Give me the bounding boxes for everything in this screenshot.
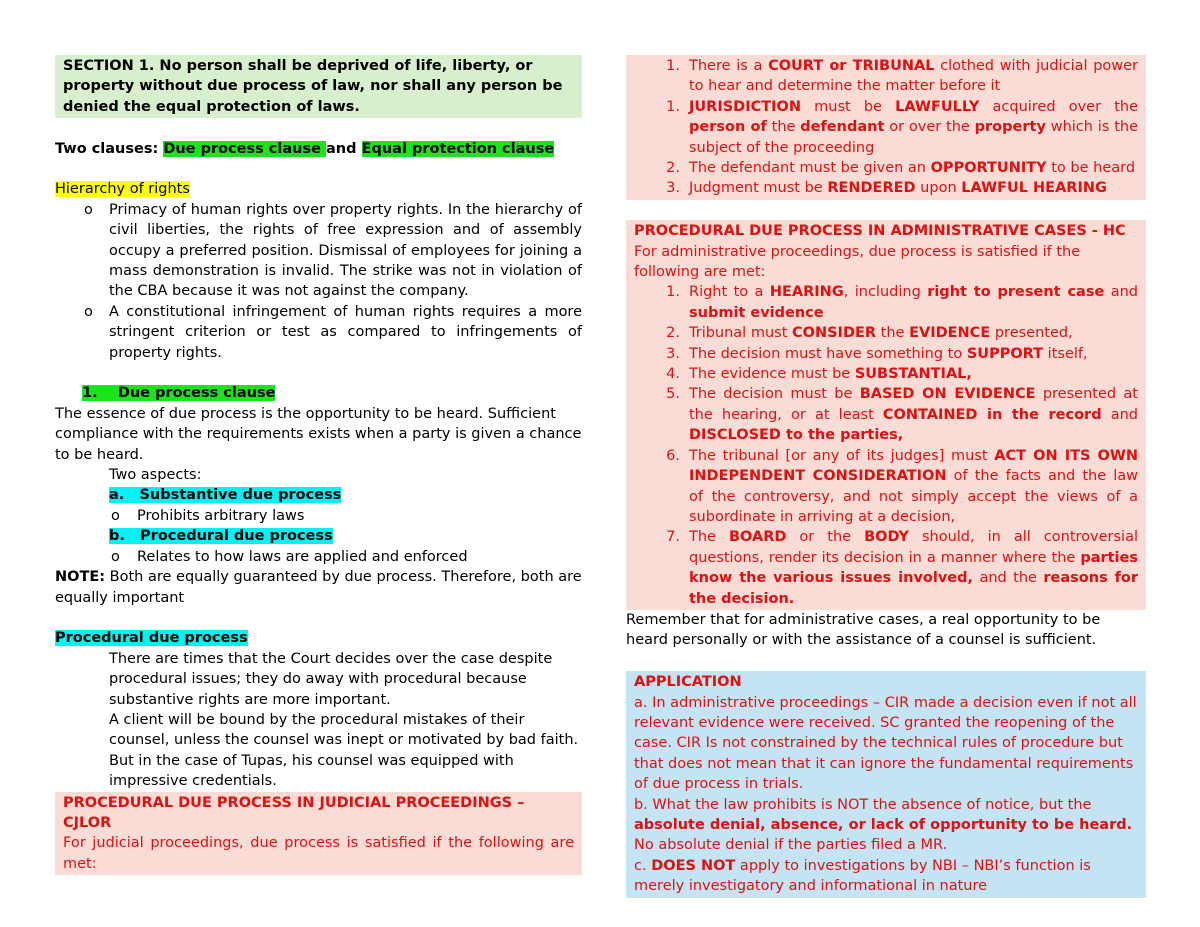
text-run: Judgment must be <box>689 180 828 197</box>
bold-text: ACT ON ITS OWN INDEPENDENT CONSIDERATION <box>689 447 1139 485</box>
text-run: The defendant must be given an <box>689 160 931 177</box>
aspect-a-number: a. <box>109 487 125 504</box>
bold-text: reasons for the decision. <box>689 570 1138 607</box>
aspect-a-highlight <box>109 487 341 503</box>
bold-text: COURT or TRIBUNAL <box>768 58 935 74</box>
hierarchy-item-text: Primacy of human rights over property rights. In the hierarchy of civil liberties, the rights of free expression and of assembly occupy a preferred position. Dismissal of employees for joining a mass demonstration is invalid. The strike was not in violation of the CBA because it was not against the company. <box>109 201 582 300</box>
procedural-heading-text: Procedural due process <box>55 630 248 647</box>
text-run: and <box>1104 284 1138 301</box>
bold-text: SUPPORT <box>966 345 1044 362</box>
list-item-text <box>689 180 1107 196</box>
due-process-heading <box>55 383 582 403</box>
admin-box-title: PROCEDURAL DUE PROCESS IN ADMINISTRATIVE CASES - HC <box>634 223 1126 240</box>
text-run: The evidence must be <box>689 366 855 383</box>
procedural-paragraph-2: A client will be bound by the procedural mistakes of their counsel, unless the counsel was inept or motivated by bad faith. But in the case of Tupas, his counsel was equipped with impressive credentials. <box>109 711 579 790</box>
aspect-b-highlight <box>109 528 333 544</box>
list-item-text <box>689 448 1138 525</box>
aspect-a-sub-text: Prohibits arbitrary laws <box>137 507 305 524</box>
application-item-b <box>634 795 1138 856</box>
application-item-a <box>634 693 1138 795</box>
list-item-text <box>689 325 1073 341</box>
aspect-a-sublist <box>55 506 582 526</box>
text-run: The decision must have something to <box>689 345 967 362</box>
text-run: and the <box>973 570 1044 587</box>
bullet-icon: o <box>111 507 120 524</box>
bold-text: EVIDENCE <box>909 325 991 342</box>
bold-text: DOES NOT <box>651 857 736 874</box>
due-process-heading-highlight <box>82 385 275 401</box>
list-item <box>626 282 1138 323</box>
list-item <box>55 302 582 363</box>
bold-text: BASED ON EVIDENCE <box>859 386 1036 403</box>
list-item <box>55 200 582 302</box>
list-number: 1. <box>666 58 680 74</box>
text-run: the <box>766 119 801 136</box>
hierarchy-heading <box>55 179 582 199</box>
text-run: or over the <box>884 119 975 136</box>
text-run: The decision must be <box>689 386 860 403</box>
list-number: 2. <box>666 325 680 342</box>
list-number: 6. <box>666 447 680 464</box>
list-item <box>626 527 1138 609</box>
bold-text: OPPORTUNITY <box>930 160 1047 177</box>
list-item <box>626 158 1138 178</box>
hierarchy-heading-text: Hierarchy of rights <box>55 181 190 198</box>
list-number: 4. <box>666 366 680 383</box>
text-run: a. In administrative proceedings – CIR made a decision even if not all relevant evidence were received. SC granted the reopening of the case. CIR Is not constrained by the technical rules of procedure but that does not mean that it can ignore the fundamental requirements of due process in trials. <box>634 694 1137 793</box>
aspect-b-sublist <box>55 547 582 567</box>
text-run: upon <box>915 180 962 197</box>
hierarchy-item-text: A constitutional infringement of human rights requires a more stringent criterion or test as compared to infringements of property rights. <box>109 303 582 361</box>
list-item-text <box>689 160 1135 176</box>
text-run: to be heard <box>1046 160 1136 177</box>
text-run: , including <box>843 284 928 301</box>
list-number: 7. <box>666 529 680 546</box>
bold-text: LAWFUL HEARING <box>961 180 1107 197</box>
admin-box-intro: For administrative proceedings, due process is satisfied if the following are met: <box>634 243 1081 281</box>
text-run: must be <box>801 98 896 115</box>
bold-text: SECTION 1. No person shall be deprived of life, liberty, or property without due process of law, nor shall any person be denied the equal protection of laws. <box>63 58 563 115</box>
text-run: The <box>689 529 729 546</box>
bullet-icon: o <box>84 201 93 218</box>
aspect-b-number: b. <box>109 528 125 545</box>
list-item-text <box>689 366 972 382</box>
bold-text: SUBSTANTIAL, <box>854 366 972 383</box>
bold-text: property <box>974 119 1046 136</box>
two-clauses-and: and <box>326 140 362 157</box>
text-run: or the <box>786 529 865 546</box>
judicial-box-title: PROCEDURAL DUE PROCESS IN JUDICIAL PROCEEDINGS – CJLOR <box>63 794 525 831</box>
list-number: 3. <box>666 345 680 362</box>
aspect-a <box>55 485 582 505</box>
text-run: apply to investigations by NBI – NBI’s function is merely investigatory and informational in nature <box>634 857 1091 895</box>
application-title: APPLICATION <box>634 674 742 691</box>
bold-text: submit evidence <box>689 304 824 321</box>
due-process-clause-highlight: Due process clause <box>163 140 326 157</box>
right-column <box>626 55 1146 898</box>
list-item-text <box>689 386 1138 443</box>
list-item <box>626 446 1138 528</box>
list-item <box>626 323 1138 343</box>
remember-text: Remember that for administrative cases, a real opportunity to be heard personally or with the assistance of a counsel is sufficient. <box>626 611 1101 649</box>
list-number: 2. <box>666 160 680 177</box>
list-item <box>626 384 1138 445</box>
aspect-b <box>55 526 582 546</box>
bold-text: absolute denial, absence, or lack of opportunity to be heard. <box>634 817 1133 833</box>
heading-text: Due process clause <box>117 385 276 402</box>
procedural-paragraph-1: There are times that the Court decides over the case despite procedural issues; they do away with procedural because substantive rights are more important. <box>109 650 553 708</box>
application-item-c <box>634 856 1138 897</box>
application-box <box>626 671 1146 897</box>
bold-text: right to present case <box>927 284 1105 301</box>
list-number: 1. <box>666 98 680 115</box>
left-column <box>55 55 582 875</box>
procedural-heading <box>55 628 582 648</box>
text-run: the <box>876 325 910 342</box>
admin-requirements-list <box>626 282 1138 609</box>
bold-text: HEARING <box>769 284 844 301</box>
text-run: No absolute denial if the parties filed a MR. <box>634 837 948 854</box>
list-number: 1. <box>666 284 680 301</box>
text-run: Right to a <box>689 284 770 301</box>
list-item <box>55 547 582 567</box>
text-run: b. What the law prohibits is NOT the absence of notice, but the <box>634 796 1092 813</box>
judicial-requirements-box <box>626 55 1146 200</box>
bullet-icon: o <box>84 303 93 320</box>
text-run: Both are equally guaranteed by due process. Therefore, both are equally important <box>55 569 582 606</box>
list-item-text <box>689 58 1138 94</box>
text-run: The tribunal [or any of its judges] must <box>689 447 995 464</box>
list-item-text <box>689 346 1088 362</box>
text-run: presented at the hearing, or at least <box>689 386 1138 423</box>
bold-text: NOTE: <box>55 569 106 586</box>
section-1-text <box>63 56 574 117</box>
text-run: Tribunal must <box>689 325 792 342</box>
bold-text: defendant <box>800 119 885 136</box>
list-item <box>626 344 1138 364</box>
judicial-box-intro: For judicial proceedings, due process is satisfied if the following are met: <box>63 835 574 872</box>
bold-text: RENDERED <box>827 180 916 197</box>
equal-protection-clause-highlight: Equal protection clause <box>361 140 555 157</box>
judicial-proceedings-box <box>55 792 582 876</box>
text-run: c. <box>634 857 652 874</box>
text-run: which is the subject of the proceeding <box>689 119 1138 156</box>
text-run: should, in all controversial questions, render its decision in a manner where the <box>689 529 1138 566</box>
text-run: presented, <box>990 325 1073 342</box>
list-item <box>626 56 1138 97</box>
bold-text: JURISDICTION <box>689 98 801 115</box>
bold-text: DISCLOSED to the parties, <box>689 427 904 444</box>
bold-text: CONSIDER <box>792 325 877 342</box>
hierarchy-list <box>55 200 582 363</box>
bold-text: CONTAINED in the record <box>882 406 1102 423</box>
two-clauses-label: Two clauses: <box>55 140 164 157</box>
administrative-cases-box <box>626 220 1146 610</box>
text-run: itself, <box>1043 345 1088 362</box>
two-aspects-label: Two aspects: <box>109 467 202 484</box>
judicial-requirements-list <box>626 56 1138 199</box>
two-clauses-line <box>55 139 582 159</box>
aspect-b-text: Procedural due process <box>140 528 333 545</box>
list-item-text <box>689 529 1138 606</box>
list-item <box>626 178 1138 198</box>
aspect-b-sub-text: Relates to how laws are applied and enforced <box>137 548 468 565</box>
list-item <box>626 364 1138 384</box>
text-run: There is a <box>689 58 769 74</box>
heading-number: 1. <box>82 385 98 402</box>
due-process-essence: The essence of due process is the opportunity to be heard. Sufficient compliance with the requirements exists when a party is given a chance to be heard. <box>55 405 582 463</box>
bullet-icon: o <box>111 548 120 565</box>
bold-text: BODY <box>864 529 909 546</box>
bold-text: parties know the various issues involved, <box>689 549 1138 587</box>
list-item-text <box>689 99 1138 156</box>
aspect-a-text: Substantive due process <box>139 487 342 504</box>
list-number: 5. <box>666 386 680 403</box>
bold-text: person of <box>689 119 767 136</box>
list-number: 3. <box>666 180 680 197</box>
text-run: acquired over the <box>979 98 1138 115</box>
bold-text: BOARD <box>728 529 787 546</box>
text-run: of the facts and the law of the controversy, and not simply accept the views of a subordinate in arriving at a decision, <box>689 468 1138 525</box>
list-item <box>55 506 582 526</box>
list-item-text <box>689 284 1138 320</box>
section-1-box <box>55 55 582 118</box>
text-run: clothed with judicial power to hear and determine the matter before it <box>689 58 1139 95</box>
list-item <box>626 97 1138 158</box>
note-text <box>55 567 582 608</box>
bold-text: LAWFULLY <box>895 98 980 115</box>
text-run: and <box>1101 406 1138 423</box>
